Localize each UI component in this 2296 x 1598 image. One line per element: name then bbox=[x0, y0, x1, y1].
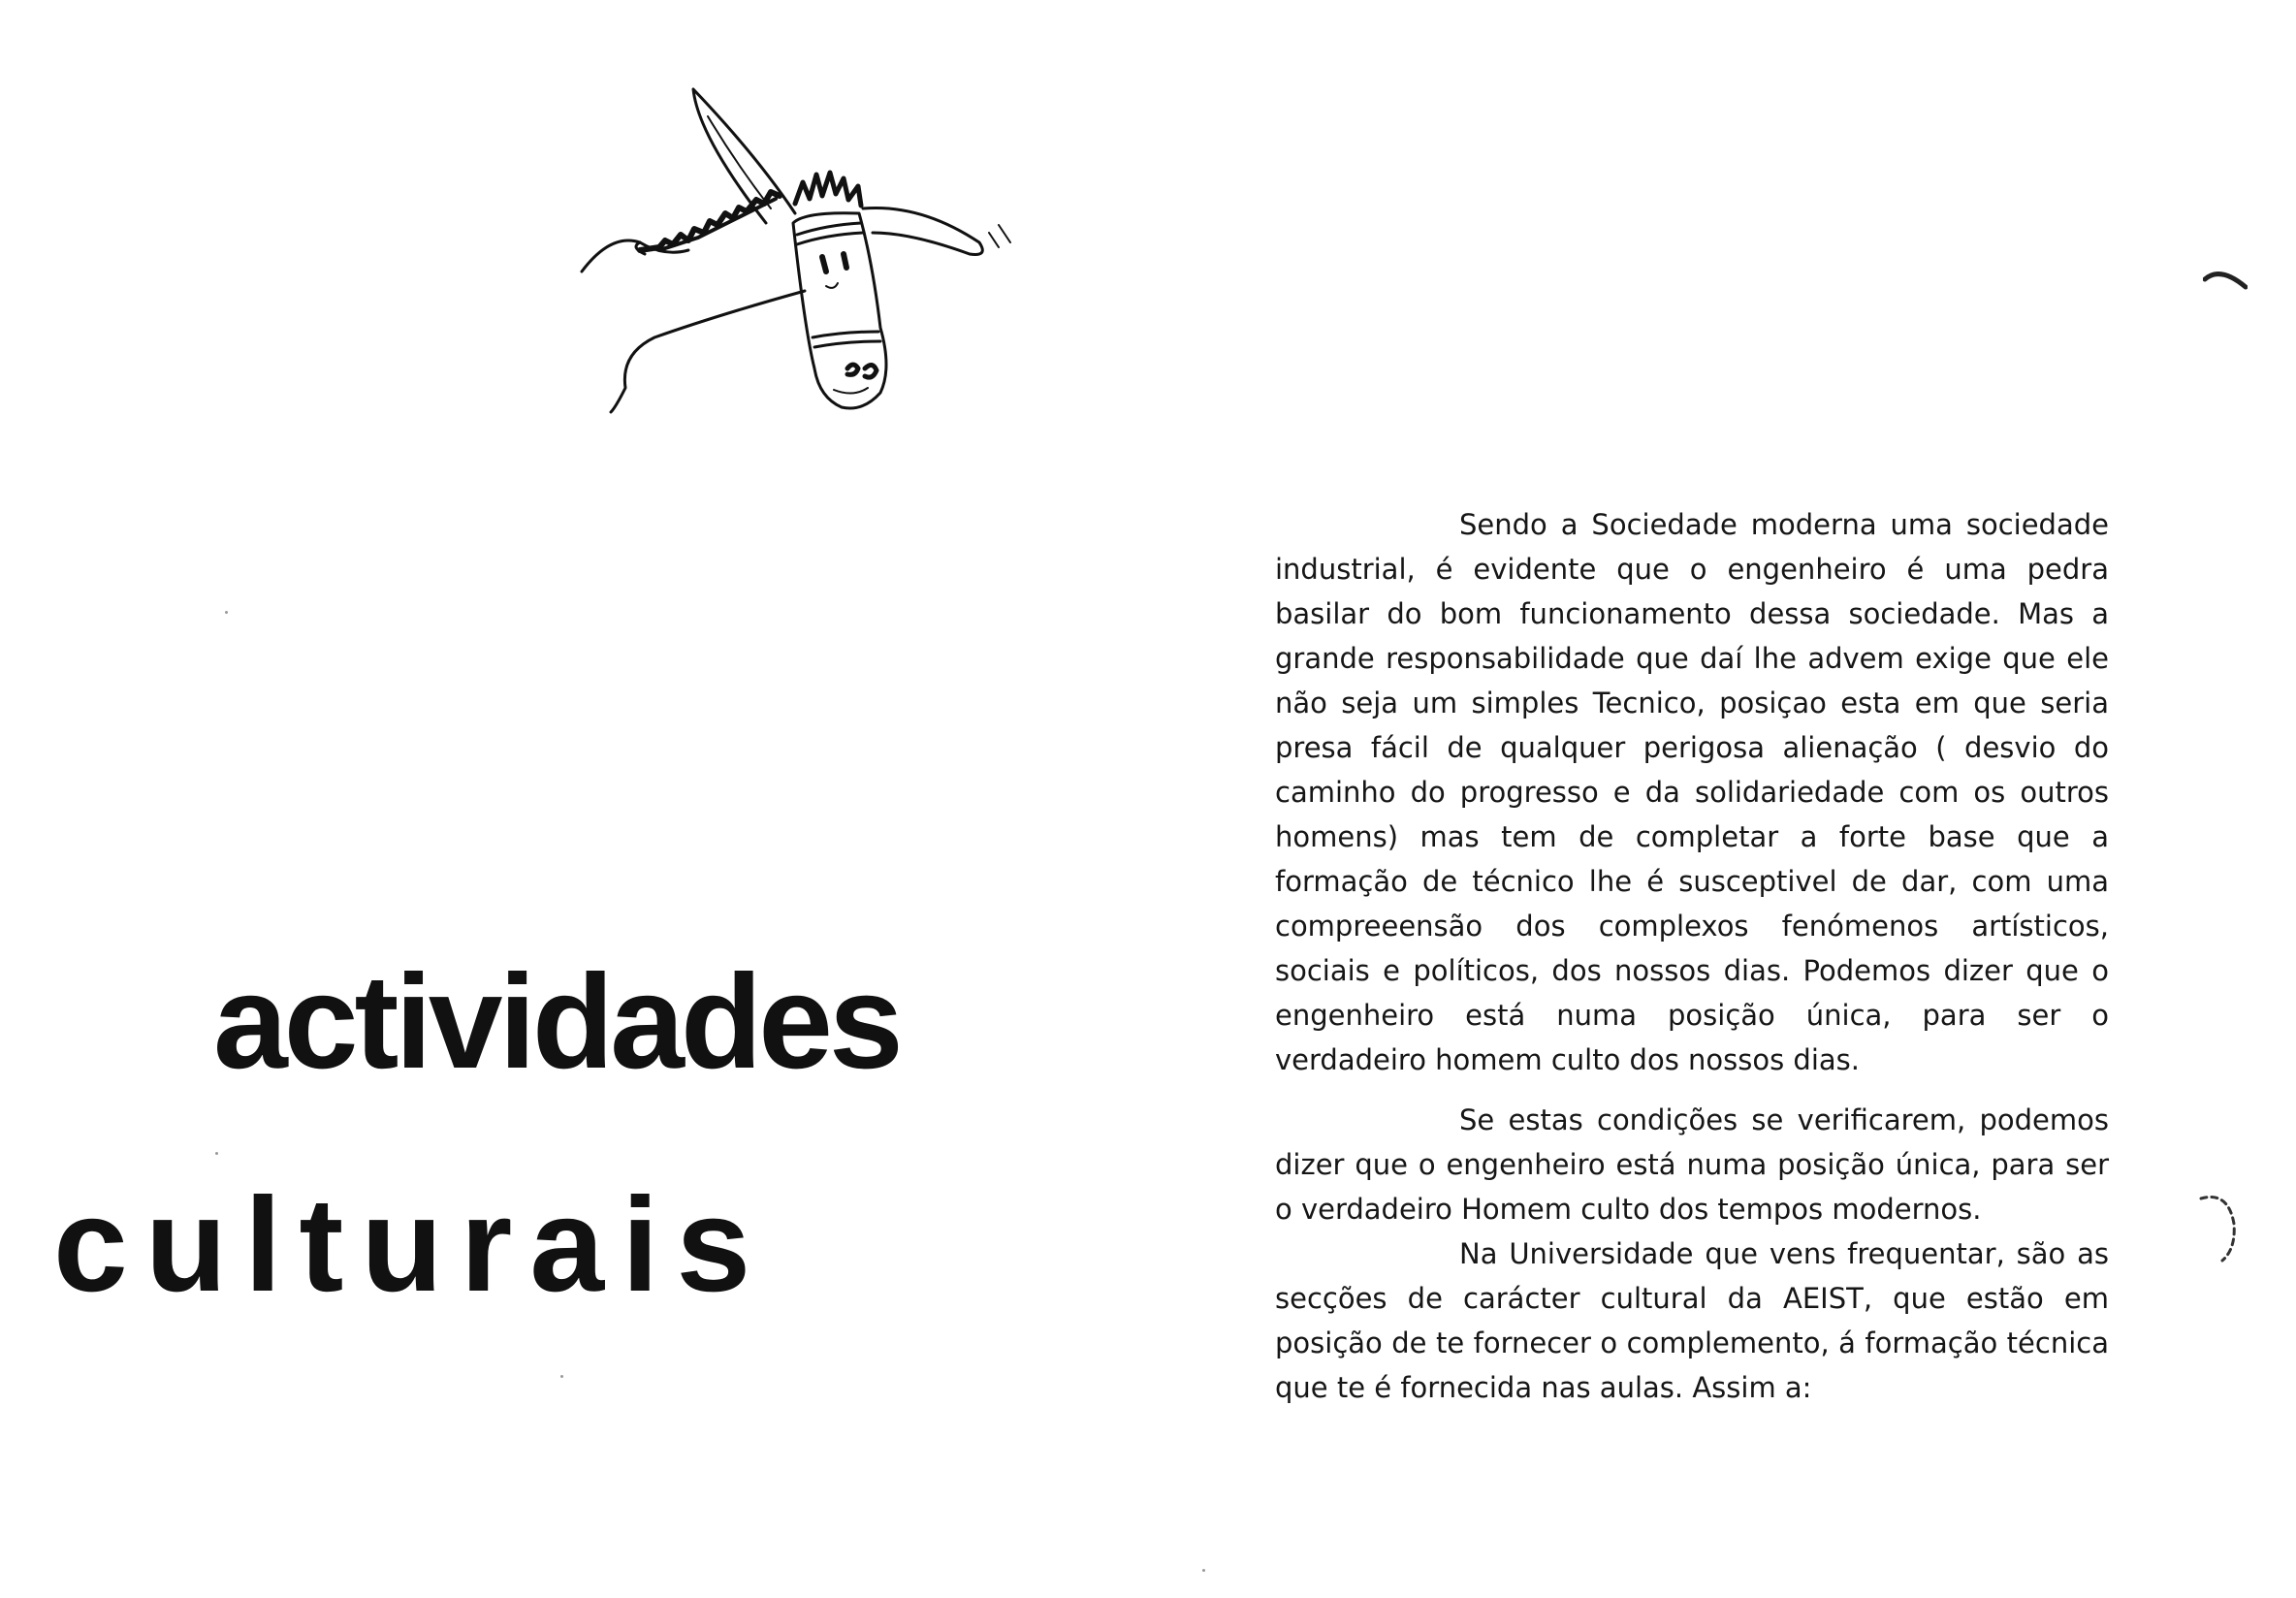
scan-speck bbox=[1202, 1569, 1205, 1572]
scan-speck bbox=[225, 611, 228, 614]
scan-speck bbox=[215, 1152, 218, 1155]
headline-line-1: actividades bbox=[213, 947, 900, 1097]
body-paragraph: Na Universidade que vens frequentar, são as secções de carácter cultural da AEIST, que estão em posição de te fornecer o complemento, á formação técnica que te é fornecida nas aulas. Assim a: bbox=[1275, 1237, 2109, 1404]
headline-line-2: culturais bbox=[53, 1170, 769, 1320]
margin-mark-icon bbox=[2199, 1191, 2240, 1264]
body-text-column bbox=[1275, 502, 2109, 1410]
body-paragraph: Se estas condições se verificarem, podemos dizer que o engenheiro está numa posição única, para ser o verdadeiro Homem culto dos tempos modernos. bbox=[1275, 1103, 2109, 1226]
margin-mark-icon bbox=[2203, 262, 2248, 295]
donkey-head-drawing-icon bbox=[572, 78, 1028, 427]
body-paragraph: Sendo a Sociedade moderna uma sociedade industrial, é evidente que o engenheiro é uma pedra basilar do bom funcionamento dessa sociedade. Mas a grande responsabilidade que daí lhe advem exige que ele não seja um simples Tecnico, posiçao esta em que seria presa fácil de qualquer perigosa alienação ( desvio do caminho do progresso e da solidariedade com os outros homens) mas tem de completar a forte base que a formação de técnico lhe é susceptivel de dar, com uma compreeensão dos complexos fenómenos artísticos, sociais e políticos, dos nossos dias. Podemos dizer que o engenheiro está numa posição única, para ser o verdadeiro homem culto dos nossos dias. bbox=[1275, 508, 2109, 1076]
scan-speck bbox=[560, 1375, 563, 1378]
